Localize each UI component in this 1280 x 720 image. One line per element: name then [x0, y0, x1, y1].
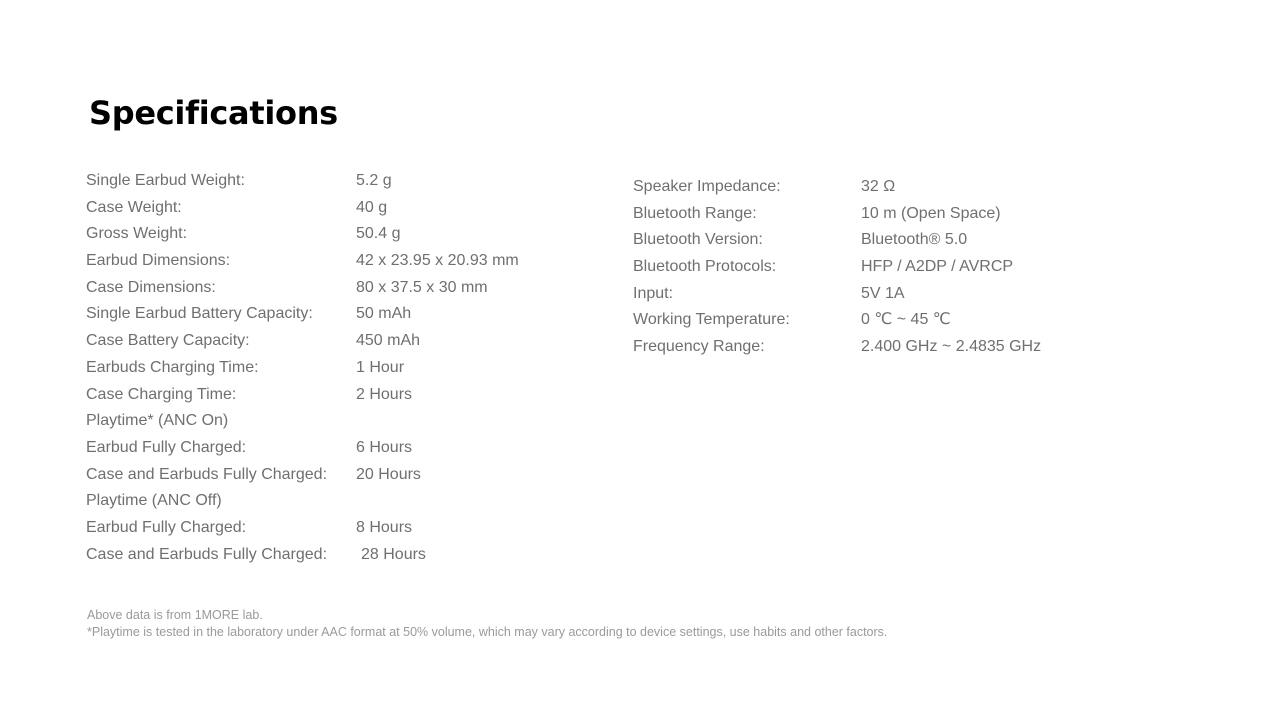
- spec-label: Case Weight:: [86, 198, 182, 216]
- spec-value: 28 Hours: [361, 545, 426, 563]
- spec-value: 8 Hours: [356, 518, 413, 536]
- spec-label: Single Earbud Battery Capacity:: [86, 305, 313, 323]
- spec-value: 50.4 g: [356, 225, 401, 243]
- spec-value: 2 Hours: [356, 385, 413, 403]
- spec-value: 1 Hour: [356, 358, 405, 376]
- footnotes: [87, 607, 887, 641]
- spec-section-heading: Playtime (ANC Off): [86, 492, 222, 510]
- page-title: Specifications: [89, 94, 338, 132]
- spec-label: Input:: [633, 284, 674, 302]
- spec-value: 32 Ω: [861, 178, 896, 195]
- spec-label: Frequency Range:: [633, 338, 765, 356]
- spec-value: 50 mAh: [356, 305, 412, 323]
- spec-value: Bluetooth® 5.0: [861, 231, 968, 249]
- spec-label: Case Battery Capacity:: [86, 332, 250, 350]
- spec-value: 6 Hours: [356, 438, 413, 456]
- spec-label: Bluetooth Protocols:: [633, 258, 777, 276]
- spec-label: Case Charging Time:: [86, 385, 237, 403]
- spec-label: Bluetooth Range:: [633, 204, 757, 222]
- footnote-playtime: *Playtime is tested in the laboratory under AAC format at 50% volume, which may vary according to device settings, use habits and other factors.: [87, 625, 888, 639]
- footnote-data-source: Above data is from 1MORE lab.: [87, 608, 263, 622]
- spec-label: Earbud Fully Charged:: [86, 518, 247, 536]
- spec-label: Case and Earbuds Fully Charged:: [86, 545, 328, 563]
- spec-value: 0 ℃ ~ 45 ℃: [861, 311, 951, 329]
- spec-label: Working Temperature:: [633, 311, 790, 329]
- spec-value: 5.2 g: [356, 172, 392, 189]
- spec-value: 42 x 23.95 x 20.93 mm: [356, 252, 519, 270]
- spec-value: 10 m (Open Space): [861, 204, 1001, 222]
- spec-label: Case Dimensions:: [86, 278, 216, 296]
- spec-label: Single Earbud Weight:: [86, 172, 245, 189]
- spec-label: Earbuds Charging Time:: [86, 358, 259, 376]
- spec-value: 80 x 37.5 x 30 mm: [356, 278, 488, 296]
- spec-value: 40 g: [356, 198, 388, 216]
- spec-label: Case and Earbuds Fully Charged:: [86, 465, 328, 483]
- spec-label: Speaker Impedance:: [633, 178, 781, 195]
- spec-label: Earbud Fully Charged:: [86, 438, 247, 456]
- spec-section-heading: Playtime* (ANC On): [86, 412, 229, 430]
- spec-value: 5V 1A: [861, 284, 905, 302]
- spec-value: HFP / A2DP / AVRCP: [861, 258, 1014, 276]
- spec-label: Bluetooth Version:: [633, 231, 763, 249]
- spec-value: 20 Hours: [356, 465, 421, 483]
- spec-label: Gross Weight:: [86, 225, 188, 243]
- spec-value: 450 mAh: [356, 332, 421, 350]
- spec-value: 2.400 GHz ~ 2.4835 GHz: [861, 338, 1042, 356]
- spec-label: Earbud Dimensions:: [86, 252, 231, 270]
